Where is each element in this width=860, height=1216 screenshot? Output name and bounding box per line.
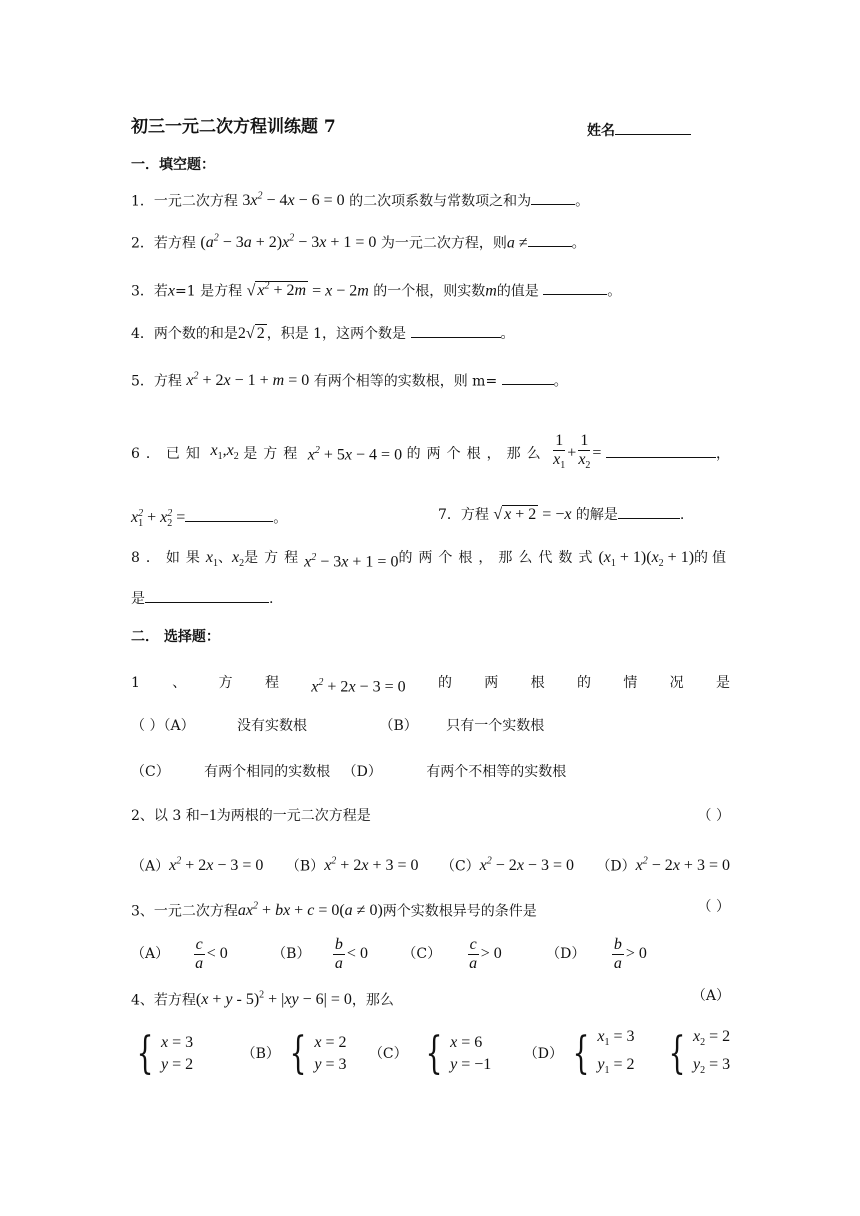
c3-option-c-label: （C） — [402, 946, 442, 962]
q2-pre: 2．若方程 — [131, 235, 196, 252]
q2-end: 。 — [571, 235, 586, 252]
c1-equation: $x^2 + 2x - 3 = 0$ — [311, 677, 406, 696]
c1-char: 是 — [716, 675, 730, 691]
q5-pre: 5．方程 — [131, 373, 182, 390]
question-2 — [131, 229, 586, 253]
q3-mid3: 的值是 — [496, 283, 544, 300]
c1-option-b-label: （B） — [379, 718, 418, 734]
c4-post: ，那么 — [351, 992, 394, 1009]
q6-end: ， — [716, 446, 730, 463]
c4-equation: $(x + y - 5)^2 + |xy - 6| = 0$ — [195, 990, 352, 1009]
q6-reciprocal-sum: $\frac{1}{x_1}$ + $\frac{1}{x_2}$ = — [553, 432, 602, 472]
q6-mid1: 是方程 — [243, 445, 304, 462]
c3-pre: 3、一元二次方程 — [131, 903, 238, 920]
page-title — [131, 117, 336, 137]
c1-options-row1 — [131, 716, 544, 736]
c3-equation: $ax^2$ + bx + c = 0(a ≠ 0) — [237, 901, 383, 920]
c4-option-a[interactable]: { x = 3 y = 2 — [136, 1028, 194, 1080]
c1-char: 方 — [218, 675, 233, 691]
q7-end: . — [679, 507, 685, 523]
q3-x: x — [167, 282, 176, 300]
c1-option-c-label: （C） — [131, 764, 170, 780]
c1-char: 程 — [264, 675, 279, 691]
q5-end: 。 — [553, 373, 568, 390]
c3-option-a-label: （A） — [131, 946, 170, 962]
q7-equation: √ x + 2 = −x — [493, 506, 572, 523]
q6-end2: 。 — [273, 510, 288, 527]
c3-answer-paren[interactable]: （ ） — [697, 899, 730, 915]
q4-end: 。 — [500, 326, 515, 342]
choice-question-3 — [131, 897, 730, 921]
c1-char: 根 — [530, 675, 545, 691]
q3-pre: 3．若 — [131, 283, 168, 300]
choice-question-1 — [131, 673, 730, 697]
question-8 — [131, 548, 730, 574]
name-blank[interactable] — [615, 120, 691, 135]
q7-post: 的解是 — [575, 507, 618, 523]
question-4 — [131, 323, 515, 344]
q3-mid2: 的一个根，则实数 — [373, 283, 486, 300]
c4-answer: （A） — [691, 988, 730, 1004]
question-3 — [131, 277, 621, 301]
c3-option-b-label: （B） — [272, 946, 311, 962]
q6-roots: $x_1,x_2$ — [210, 441, 239, 462]
c4-pre: 4、若方程 — [131, 992, 196, 1009]
c2-option-a[interactable]: $(A)x^2 + 2x - 3 = 0$ — [131, 856, 264, 875]
c1-char: 况 — [669, 675, 684, 691]
c1-option-d[interactable]: 有两个不相等的实数根 — [426, 764, 567, 780]
c4-option-c[interactable]: { x = 6 y = −1 — [425, 1028, 492, 1080]
q4-blank[interactable] — [411, 323, 501, 338]
section-multiple-choice: 二． 选择题： — [131, 629, 220, 645]
c4-options — [131, 1026, 730, 1078]
q1-end: 。 — [575, 193, 590, 210]
q7-blank[interactable] — [618, 504, 680, 519]
q2-blank[interactable] — [528, 232, 572, 247]
q6-blank-2[interactable] — [185, 507, 273, 522]
choice-question-4 — [131, 986, 730, 1010]
c2-option-d[interactable]: $(D)x^2 - 2x + 3 = 0$ — [596, 856, 730, 875]
c4-option-b-label: （B） — [241, 1046, 280, 1063]
q1-equation: $3x^2 - 4x - 6 = 0$ — [242, 191, 345, 210]
q2-a-neq: a ≠ — [506, 234, 528, 252]
c4-option-d-2[interactable]: { $x_2 = 2$ $y_2 = 3$ — [668, 1028, 731, 1080]
q8-sep: 、 — [218, 550, 233, 566]
c2-answer-paren[interactable]: （ ） — [697, 808, 730, 824]
question-6 — [131, 432, 730, 475]
q5-equation: $x^2 + 2x - 1 + m = 0$ — [186, 371, 310, 390]
c4-option-d-1[interactable]: { $x_1 = 3$ $y_1 = 2$ — [573, 1028, 635, 1080]
c1-option-a[interactable]: 没有实数根 — [237, 718, 308, 734]
c2-options — [131, 852, 730, 876]
q8-line2: 是 — [131, 591, 145, 607]
question-8-part2 — [131, 588, 273, 609]
c1-option-c[interactable]: 有两个相同的实数根 — [204, 764, 331, 780]
q8-equation: $x^2 - 3x + 1 = 0$ — [304, 552, 399, 571]
c4-option-d-label: （D） — [523, 1046, 563, 1063]
q4-post: ，积是 1，这两个数是 — [266, 326, 411, 342]
name-label: 姓名 — [587, 123, 615, 139]
q6-mid2: 的两个根，那么 — [406, 445, 547, 462]
q8-pre: 8．如果 — [131, 550, 206, 566]
c3-option-b[interactable]: $\frac{b}{a}$ < 0 — [334, 935, 368, 972]
q3-m: m — [485, 282, 497, 300]
section-fill-in: 一．填空题： — [131, 157, 215, 173]
q7-pre: 7．方程 — [438, 507, 489, 523]
q3-equation: √ $x^2 + 2m = x - 2m$ — [246, 281, 369, 300]
c3-option-d-label: （D） — [546, 946, 586, 962]
q2-equation: $(a^2 - 3a + 2)x^2 - 3x + 1 = 0$ — [200, 233, 377, 252]
q4-sum: 2√ 2 — [237, 325, 265, 342]
c1-options-row2 — [131, 762, 566, 782]
c2-option-b[interactable]: $(B)x^2 + 2x + 3 = 0$ — [285, 856, 419, 875]
q8-mid2: 的两个根，那么代数式 — [398, 550, 599, 566]
q8-mid3: 的值 — [694, 550, 731, 566]
c4-option-c-label: （C） — [368, 1046, 408, 1063]
q4-pre: 4．两个数的和是 — [131, 326, 238, 342]
c3-option-c[interactable]: $\frac{c}{a}$ > 0 — [469, 935, 502, 972]
q6-pre: 6．已知 — [131, 445, 206, 462]
q8-blank[interactable] — [145, 588, 269, 603]
question-6-part2 — [131, 504, 287, 535]
c1-option-a-label: （A） — [163, 718, 195, 734]
question-1 — [131, 187, 589, 211]
q3-mid1: =1 是方程 — [175, 283, 243, 300]
q3-end: 。 — [607, 283, 622, 300]
c1-option-d-label: （D） — [342, 764, 382, 780]
c4-option-b[interactable]: { x = 2 y = 3 — [289, 1028, 347, 1080]
q8-expression: $(x_1 + 1)(x_2 + 1)$ — [598, 549, 695, 570]
c2-neg-one: −1 — [199, 807, 217, 824]
c3-post: 两个实数根异号的条件是 — [382, 903, 537, 920]
q5-post: 有两个相等的实数根，则 m= — [313, 373, 502, 390]
c3-options — [131, 932, 647, 976]
question-7 — [438, 504, 684, 525]
c1-option-b[interactable]: 只有一个实数根 — [446, 718, 545, 734]
c1-char: 、 — [172, 675, 187, 691]
q3-blank[interactable] — [543, 280, 607, 295]
c1-char: 的 — [576, 675, 591, 691]
c1-answer-paren[interactable]: （ ） — [131, 718, 164, 734]
q2-mid: 为一元二次方程，则 — [380, 235, 507, 252]
q6-equation: $x^2 + 5x - 4 = 0$ — [307, 445, 403, 464]
q8-x1: $x_1$ — [205, 549, 219, 570]
c1-char: 的 — [437, 675, 452, 691]
q1-post: 的二次项系数与常数项之和为 — [349, 193, 532, 210]
c2-post: 为两根的一元二次方程是 — [216, 808, 371, 824]
c2-pre: 2、以 3 和 — [131, 808, 200, 824]
q6-blank-1[interactable] — [606, 443, 716, 458]
c3-option-a[interactable]: $\frac{c}{a}$ < 0 — [195, 935, 228, 972]
q8-mid1: 是方程 — [244, 550, 305, 566]
q8-end: . — [269, 591, 274, 607]
c1-char: 情 — [623, 675, 638, 691]
q1-blank[interactable] — [531, 190, 575, 205]
q1-pre: 1．一元二次方程 — [131, 193, 238, 210]
c2-option-c[interactable]: $(C)x^2 - 2x - 3 = 0$ — [440, 856, 574, 875]
choice-question-2 — [131, 806, 730, 826]
q8-x2: $x_2$ — [232, 549, 245, 570]
title-text: 初三一元二次方程训练题 7 — [131, 117, 336, 137]
q5-blank[interactable] — [502, 370, 554, 385]
c1-char: 两 — [484, 675, 499, 691]
question-5 — [131, 367, 568, 391]
q6-square-sum: $x_1^2 + x_2^2$ = — [131, 508, 186, 530]
name-field — [587, 120, 691, 140]
c3-option-d[interactable]: $\frac{b}{a}$ > 0 — [613, 935, 647, 972]
c1-char: 1 — [131, 675, 140, 691]
